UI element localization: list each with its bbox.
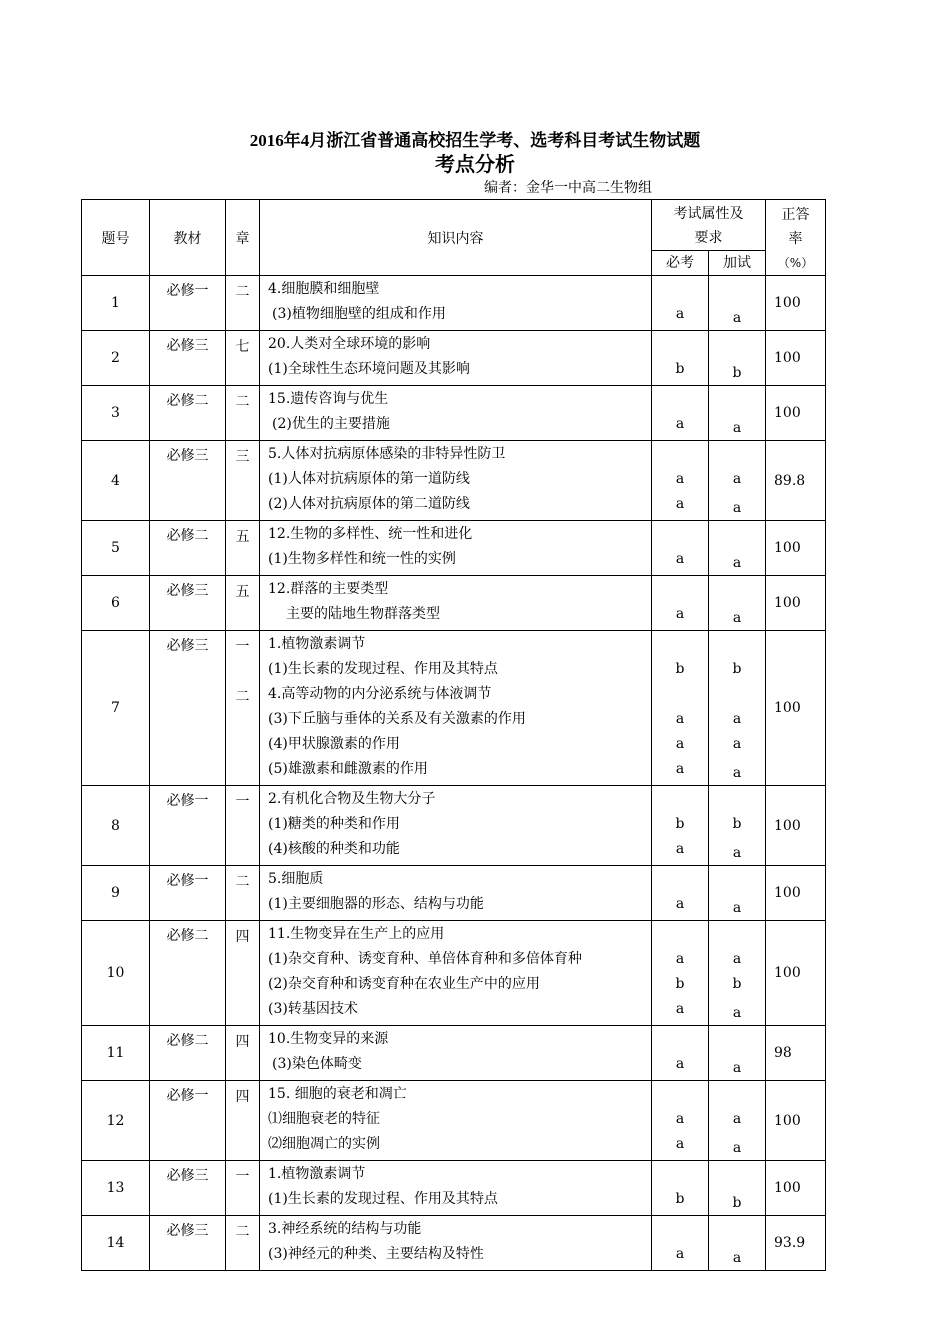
knowledge-subitem: (1)人体对抗病原体的第一道防线 <box>268 471 470 487</box>
extra-level-cell <box>709 921 766 1026</box>
knowledge-cell <box>260 1216 652 1271</box>
document-title: 2016年4月浙江省普通高校招生学考、选考科目考试生物试题 <box>249 131 701 150</box>
required-level: a <box>675 761 685 777</box>
required-level <box>652 387 708 412</box>
required-level: a <box>675 1056 685 1072</box>
knowledge-subitem: (2)优生的主要措施 <box>272 416 390 432</box>
chapter-line: 七 <box>235 339 250 355</box>
question-number: 6 <box>82 576 150 631</box>
chapter-line: 五 <box>235 584 250 600</box>
required-level <box>652 1027 708 1052</box>
table-row <box>82 441 826 521</box>
correct-rate: 100 <box>766 921 826 1026</box>
table-header <box>82 200 826 276</box>
question-number: 3 <box>82 386 150 441</box>
knowledge-topic: 11.生物变异在生产上的应用 <box>268 926 445 942</box>
header-knowledge: 知识内容 <box>260 200 652 276</box>
header-exam-attribute-line1: 考试属性及 <box>673 206 744 222</box>
required-level-cell <box>652 521 709 576</box>
required-level-cell <box>652 786 709 866</box>
knowledge-topic: 20.人类对全球环境的影响 <box>268 336 431 352</box>
question-number: 11 <box>82 1026 150 1081</box>
extra-level <box>709 387 765 412</box>
extra-level-cell <box>709 1081 766 1161</box>
extra-level <box>709 787 765 812</box>
table-row <box>82 386 826 441</box>
extra-level <box>709 1217 765 1242</box>
chapter-line <box>226 415 259 440</box>
chapter-line <box>226 470 259 495</box>
knowledge-topic: 4.细胞膜和细胞壁 <box>268 281 380 297</box>
knowledge-cell <box>260 276 652 331</box>
required-level <box>652 277 708 302</box>
chapter-line <box>226 735 259 760</box>
required-level: a <box>675 1001 685 1017</box>
knowledge-cell <box>260 576 652 631</box>
table-row <box>82 1026 826 1081</box>
textbook-cell: 必修二 <box>150 521 226 576</box>
required-level: a <box>675 711 685 727</box>
chapter-line <box>226 1245 259 1270</box>
required-level: a <box>675 496 685 512</box>
extra-level: a <box>732 1060 742 1076</box>
chapter-line: 二 <box>235 284 250 300</box>
knowledge-cell <box>260 1161 652 1216</box>
extra-level-cell <box>709 386 766 441</box>
chapter-line <box>226 950 259 975</box>
knowledge-subitem: (3)下丘脑与垂体的关系及有关激素的作用 <box>268 711 526 727</box>
extra-level <box>709 1082 765 1107</box>
chapter-cell <box>226 576 260 631</box>
knowledge-subitem: (1)生长素的发现过程、作用及其特点 <box>268 661 498 677</box>
knowledge-cell <box>260 921 652 1026</box>
chapter-line: 二 <box>235 689 250 705</box>
textbook-cell: 必修一 <box>150 866 226 921</box>
chapter-cell <box>226 866 260 921</box>
correct-rate: 100 <box>766 631 826 786</box>
knowledge-topic: 1.植物激素调节 <box>268 636 366 652</box>
table-row <box>82 866 826 921</box>
textbook-cell: 必修三 <box>150 1161 226 1216</box>
required-level-cell <box>652 576 709 631</box>
knowledge-subitem: ⑴细胞衰老的特征 <box>268 1111 380 1127</box>
required-level: a <box>675 736 685 752</box>
required-level-cell <box>652 631 709 786</box>
extra-level-cell <box>709 786 766 866</box>
extra-level <box>709 922 765 947</box>
correct-rate: 100 <box>766 1081 826 1161</box>
textbook-cell: 必修二 <box>150 921 226 1026</box>
extra-level-cell <box>709 1161 766 1216</box>
table-row <box>82 276 826 331</box>
textbook-cell: 必修二 <box>150 1026 226 1081</box>
table-row <box>82 576 826 631</box>
chapter-cell <box>226 1081 260 1161</box>
knowledge-cell <box>260 386 652 441</box>
knowledge-subitem: ⑵细胞凋亡的实例 <box>268 1136 380 1152</box>
editor-credit: 编者：金华一中高二生物组 <box>484 180 652 196</box>
required-level <box>652 442 708 467</box>
required-level: a <box>675 471 685 487</box>
textbook-cell: 必修一 <box>150 276 226 331</box>
extra-level-cell <box>709 576 766 631</box>
required-level <box>652 522 708 547</box>
extra-level: a <box>732 951 742 967</box>
correct-rate: 89.8 <box>766 441 826 521</box>
chapter-line: 一 <box>235 1169 250 1185</box>
question-number: 10 <box>82 921 150 1026</box>
header-textbook: 教材 <box>150 200 226 276</box>
extra-level: a <box>732 1140 742 1156</box>
correct-rate: 100 <box>766 276 826 331</box>
required-level: a <box>675 416 685 432</box>
correct-rate: 100 <box>766 331 826 386</box>
extra-level: a <box>732 1005 742 1021</box>
required-level: b <box>675 1191 685 1207</box>
textbook-cell: 必修二 <box>150 386 226 441</box>
chapter-line <box>226 975 259 1000</box>
required-level: a <box>675 1246 685 1262</box>
chapter-line <box>226 495 259 520</box>
chapter-line <box>226 1000 259 1025</box>
textbook-cell: 必修一 <box>150 786 226 866</box>
required-level <box>652 787 708 812</box>
knowledge-topic: 2.有机化合物及生物大分子 <box>268 791 436 807</box>
chapter-line: 五 <box>235 529 250 545</box>
chapter-line <box>226 1190 259 1215</box>
correct-rate: 100 <box>766 576 826 631</box>
header-correct-rate-line2: 率 <box>788 230 803 247</box>
required-level <box>652 1162 708 1187</box>
extra-level: b <box>732 661 742 677</box>
required-level-cell <box>652 866 709 921</box>
question-number: 9 <box>82 866 150 921</box>
textbook-cell: 必修三 <box>150 441 226 521</box>
knowledge-cell <box>260 1026 652 1081</box>
required-level <box>652 577 708 602</box>
extra-level: a <box>732 471 742 487</box>
knowledge-subitem: (3)神经元的种类、主要结构及特性 <box>268 1246 484 1262</box>
knowledge-subitem: 4.高等动物的内分泌系统与体液调节 <box>268 686 492 702</box>
knowledge-subitem: (1)主要细胞器的形态、结构与功能 <box>268 896 484 912</box>
extra-level: a <box>732 610 742 626</box>
required-level-cell <box>652 1216 709 1271</box>
required-level: a <box>675 841 685 857</box>
question-number: 13 <box>82 1161 150 1216</box>
extra-level: a <box>732 500 742 516</box>
chapter-cell <box>226 1161 260 1216</box>
knowledge-topic: 12.群落的主要类型 <box>268 581 389 597</box>
chapter-line: 二 <box>235 1224 250 1240</box>
question-number: 8 <box>82 786 150 866</box>
extra-level: b <box>732 365 742 381</box>
table-row <box>82 1161 826 1216</box>
chapter-line <box>226 1055 259 1080</box>
knowledge-subitem: 主要的陆地生物群落类型 <box>286 606 440 622</box>
chapter-line <box>226 760 259 785</box>
knowledge-topic: 12.生物的多样性、统一性和进化 <box>268 526 473 542</box>
extra-level: a <box>732 1250 742 1266</box>
textbook-cell: 必修三 <box>150 1216 226 1271</box>
extra-level: a <box>732 711 742 727</box>
chapter-line: 四 <box>235 1034 250 1050</box>
required-level-cell <box>652 1026 709 1081</box>
correct-rate: 100 <box>766 1161 826 1216</box>
extra-level: a <box>732 1111 742 1127</box>
required-level: a <box>675 606 685 622</box>
required-level: b <box>675 661 685 677</box>
required-level-cell <box>652 386 709 441</box>
chapter-cell <box>226 386 260 441</box>
header-extra: 加试 <box>709 251 766 276</box>
extra-level-cell <box>709 521 766 576</box>
extra-level: a <box>732 765 742 781</box>
knowledge-subitem: (3)染色体畸变 <box>272 1056 362 1072</box>
question-number: 1 <box>82 276 150 331</box>
knowledge-subitem: (1)糖类的种类和作用 <box>268 816 400 832</box>
extra-level-cell <box>709 1026 766 1081</box>
table-body <box>82 276 826 1271</box>
knowledge-cell <box>260 1081 652 1161</box>
textbook-cell: 必修三 <box>150 331 226 386</box>
required-level-cell <box>652 921 709 1026</box>
required-level: b <box>675 361 685 377</box>
chapter-line <box>226 710 259 735</box>
knowledge-topic: 15. 细胞的衰老和凋亡 <box>268 1086 407 1102</box>
textbook-cell: 必修三 <box>150 576 226 631</box>
required-level: a <box>675 951 685 967</box>
knowledge-subitem: (4)核酸的种类和功能 <box>268 841 400 857</box>
knowledge-topic: 5.人体对抗病原体感染的非特异性防卫 <box>268 446 506 462</box>
chapter-line <box>226 605 259 630</box>
chapter-cell <box>226 331 260 386</box>
chapter-cell <box>226 1216 260 1271</box>
required-level: a <box>675 551 685 567</box>
question-number: 2 <box>82 331 150 386</box>
chapter-cell <box>226 631 260 786</box>
table-row <box>82 631 826 786</box>
chapter-line <box>226 305 259 330</box>
analysis-table <box>81 199 826 1271</box>
knowledge-subitem: (3)转基因技术 <box>268 1001 358 1017</box>
header-exam-attribute <box>652 200 766 251</box>
extra-level <box>709 1162 765 1187</box>
extra-level: b <box>732 816 742 832</box>
correct-rate: 100 <box>766 386 826 441</box>
table-row <box>82 1081 826 1161</box>
extra-level <box>709 1027 765 1052</box>
header-chapter: 章 <box>226 200 260 276</box>
chapter-line <box>226 1135 259 1160</box>
knowledge-subitem: (5)雄激素和雌激素的作用 <box>268 761 428 777</box>
chapter-cell <box>226 786 260 866</box>
required-level <box>652 867 708 892</box>
correct-rate: 93.9 <box>766 1216 826 1271</box>
extra-level-cell <box>709 441 766 521</box>
chapter-line: 二 <box>235 394 250 410</box>
extra-level <box>709 867 765 892</box>
chapter-cell <box>226 1026 260 1081</box>
table-row <box>82 1216 826 1271</box>
header-exam-attribute-line2: 要求 <box>694 230 723 246</box>
chapter-line <box>226 660 259 685</box>
extra-level <box>709 332 765 357</box>
chapter-line: 四 <box>235 1089 250 1105</box>
knowledge-subitem: (1)杂交育种、诱变育种、单倍体育种和多倍体育种 <box>268 951 582 967</box>
table-row <box>82 521 826 576</box>
chapter-line: 四 <box>235 929 250 945</box>
extra-level: a <box>732 900 742 916</box>
required-level <box>652 1082 708 1107</box>
required-level <box>652 332 708 357</box>
header-correct-rate-line1: 正答 <box>781 206 810 223</box>
required-level-cell <box>652 441 709 521</box>
extra-level <box>709 522 765 547</box>
required-level-cell <box>652 276 709 331</box>
extra-level-cell <box>709 276 766 331</box>
question-number: 14 <box>82 1216 150 1271</box>
chapter-line <box>226 815 259 840</box>
chapter-line: 二 <box>235 874 250 890</box>
extra-level <box>709 277 765 302</box>
correct-rate: 100 <box>766 786 826 866</box>
question-number: 7 <box>82 631 150 786</box>
knowledge-subitem: (1)生物多样性和统一性的实例 <box>268 551 456 567</box>
header-question-number: 题号 <box>82 200 150 276</box>
chapter-line <box>226 840 259 865</box>
required-level: a <box>675 1136 685 1152</box>
knowledge-topic: 1.植物激素调节 <box>268 1166 366 1182</box>
question-number: 12 <box>82 1081 150 1161</box>
question-number: 5 <box>82 521 150 576</box>
knowledge-cell <box>260 331 652 386</box>
required-level <box>652 682 708 707</box>
required-level <box>652 922 708 947</box>
chapter-line: 一 <box>235 639 250 655</box>
required-level <box>652 632 708 657</box>
knowledge-subitem: (2)人体对抗病原体的第二道防线 <box>268 496 470 512</box>
document-subtitle: 考点分析 <box>435 152 515 176</box>
header-correct-rate-line3: （%） <box>777 255 814 270</box>
chapter-cell <box>226 921 260 1026</box>
required-level: b <box>675 816 685 832</box>
knowledge-subitem: (3)植物细胞壁的组成和作用 <box>272 306 446 322</box>
knowledge-subitem: (4)甲状腺激素的作用 <box>268 736 400 752</box>
required-level-cell <box>652 331 709 386</box>
extra-level-cell <box>709 1216 766 1271</box>
knowledge-subitem: (1)全球性生态环境问题及其影响 <box>268 361 470 377</box>
chapter-line: 三 <box>235 449 250 465</box>
knowledge-subitem: (1)生长素的发现过程、作用及其特点 <box>268 1191 498 1207</box>
knowledge-topic: 3.神经系统的结构与功能 <box>268 1221 422 1237</box>
chapter-line <box>226 360 259 385</box>
chapter-line: 一 <box>235 794 250 810</box>
knowledge-cell <box>260 786 652 866</box>
correct-rate: 100 <box>766 521 826 576</box>
knowledge-topic: 15.遗传咨询与优生 <box>268 391 389 407</box>
correct-rate: 98 <box>766 1026 826 1081</box>
required-level-cell <box>652 1081 709 1161</box>
chapter-line <box>226 550 259 575</box>
required-level: b <box>675 976 685 992</box>
required-level: a <box>675 896 685 912</box>
required-level-cell <box>652 1161 709 1216</box>
table-row <box>82 921 826 1026</box>
textbook-cell: 必修一 <box>150 1081 226 1161</box>
chapter-cell <box>226 276 260 331</box>
knowledge-cell <box>260 631 652 786</box>
knowledge-topic: 10.生物变异的来源 <box>268 1031 389 1047</box>
extra-level <box>709 632 765 657</box>
knowledge-cell <box>260 521 652 576</box>
chapter-cell <box>226 521 260 576</box>
extra-level-cell <box>709 866 766 921</box>
required-level: a <box>675 1111 685 1127</box>
extra-level-cell <box>709 631 766 786</box>
question-number: 4 <box>82 441 150 521</box>
knowledge-subitem: (2)杂交育种和诱变育种在农业生产中的应用 <box>268 976 540 992</box>
extra-level <box>709 442 765 467</box>
extra-level <box>709 682 765 707</box>
knowledge-topic: 5.细胞质 <box>268 871 324 887</box>
required-level <box>652 1217 708 1242</box>
required-level: a <box>675 306 685 322</box>
header-correct-rate <box>766 200 826 276</box>
chapter-line <box>226 895 259 920</box>
textbook-cell: 必修三 <box>150 631 226 786</box>
table-row <box>82 786 826 866</box>
table-row <box>82 331 826 386</box>
correct-rate: 100 <box>766 866 826 921</box>
extra-level-cell <box>709 331 766 386</box>
knowledge-cell <box>260 441 652 521</box>
knowledge-cell <box>260 866 652 921</box>
chapter-line <box>226 1110 259 1135</box>
extra-level: a <box>732 736 742 752</box>
extra-level: b <box>732 1195 742 1211</box>
header-required: 必考 <box>652 251 709 276</box>
chapter-cell <box>226 441 260 521</box>
extra-level <box>709 577 765 602</box>
extra-level: a <box>732 555 742 571</box>
extra-level: a <box>732 420 742 436</box>
extra-level: a <box>732 310 742 326</box>
extra-level: b <box>732 976 742 992</box>
extra-level: a <box>732 845 742 861</box>
